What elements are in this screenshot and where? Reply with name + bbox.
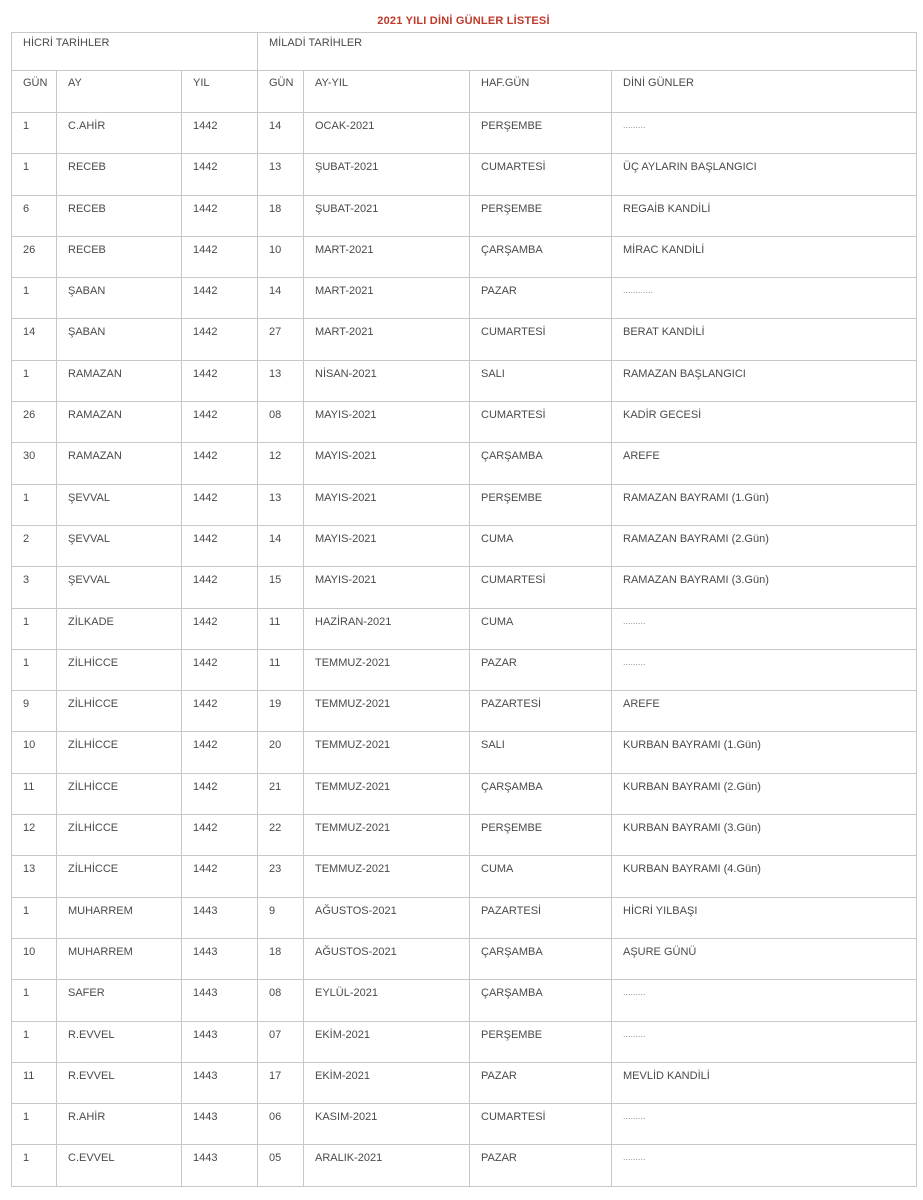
- miladi-ay-yil-cell: MART-2021: [304, 236, 470, 277]
- haf-gun-cell: ÇARŞAMBA: [470, 236, 612, 277]
- col-dini-gunler: DİNİ GÜNLER: [612, 71, 917, 113]
- hicri-gun-cell: 26: [12, 402, 57, 443]
- miladi-gun-cell: 14: [258, 525, 304, 566]
- col-miladi-ay-yil: AY-YIL: [304, 71, 470, 113]
- miladi-ay-yil-cell: HAZİRAN-2021: [304, 608, 470, 649]
- hicri-ay-cell: ŞEVVAL: [57, 484, 182, 525]
- hicri-ay-cell: C.EVVEL: [57, 1145, 182, 1186]
- hicri-gun-cell: 26: [12, 236, 57, 277]
- hicri-gun-cell: 10: [12, 938, 57, 979]
- miladi-gun-cell: 14: [258, 278, 304, 319]
- haf-gun-cell: ÇARŞAMBA: [470, 938, 612, 979]
- hicri-yil-cell: 1443: [182, 980, 258, 1021]
- miladi-ay-yil-cell: ŞUBAT-2021: [304, 154, 470, 195]
- dini-gun-cell: .........: [612, 980, 917, 1021]
- hicri-gun-cell: 9: [12, 691, 57, 732]
- col-hicri-ay: AY: [57, 71, 182, 113]
- miladi-ay-yil-cell: AĞUSTOS-2021: [304, 938, 470, 979]
- hicri-yil-cell: 1443: [182, 1104, 258, 1145]
- haf-gun-cell: PERŞEMBE: [470, 1021, 612, 1062]
- table-row: [12, 1104, 917, 1145]
- table-row: [12, 484, 917, 525]
- miladi-gun-cell: 13: [258, 484, 304, 525]
- miladi-ay-yil-cell: TEMMUZ-2021: [304, 649, 470, 690]
- hicri-yil-cell: 1442: [182, 773, 258, 814]
- hicri-gun-cell: 1: [12, 484, 57, 525]
- miladi-gun-cell: 18: [258, 938, 304, 979]
- hicri-yil-cell: 1443: [182, 938, 258, 979]
- miladi-gun-cell: 14: [258, 113, 304, 154]
- miladi-ay-yil-cell: MAYIS-2021: [304, 484, 470, 525]
- table-row: [12, 113, 917, 154]
- hicri-ay-cell: ZİLHİCCE: [57, 773, 182, 814]
- hicri-yil-cell: 1443: [182, 1145, 258, 1186]
- miladi-gun-cell: 9: [258, 897, 304, 938]
- hicri-gun-cell: 3: [12, 567, 57, 608]
- table-row: [12, 608, 917, 649]
- hicri-yil-cell: 1442: [182, 443, 258, 484]
- haf-gun-cell: CUMARTESİ: [470, 319, 612, 360]
- miladi-gun-cell: 19: [258, 691, 304, 732]
- table-row: [12, 443, 917, 484]
- hicri-gun-cell: 1: [12, 1104, 57, 1145]
- haf-gun-cell: PERŞEMBE: [470, 113, 612, 154]
- miladi-gun-cell: 06: [258, 1104, 304, 1145]
- hicri-ay-cell: ŞEVVAL: [57, 525, 182, 566]
- hicri-ay-cell: RAMAZAN: [57, 443, 182, 484]
- dini-gun-cell: ............: [612, 278, 917, 319]
- dini-gun-cell: AREFE: [612, 691, 917, 732]
- hicri-yil-cell: 1442: [182, 608, 258, 649]
- hicri-yil-cell: 1442: [182, 815, 258, 856]
- hicri-gun-cell: 1: [12, 360, 57, 401]
- table-row: [12, 980, 917, 1021]
- miladi-ay-yil-cell: OCAK-2021: [304, 113, 470, 154]
- miladi-ay-yil-cell: ARALIK-2021: [304, 1145, 470, 1186]
- hicri-yil-cell: 1442: [182, 649, 258, 690]
- hicri-ay-cell: C.AHİR: [57, 113, 182, 154]
- miladi-gun-cell: 07: [258, 1021, 304, 1062]
- haf-gun-cell: SALI: [470, 732, 612, 773]
- hicri-yil-cell: 1443: [182, 897, 258, 938]
- table-row: [12, 1021, 917, 1062]
- hicri-ay-cell: ZİLHİCCE: [57, 691, 182, 732]
- hicri-group-header: HİCRİ TARİHLER: [12, 33, 258, 71]
- miladi-gun-cell: 05: [258, 1145, 304, 1186]
- dini-gun-cell: .........: [612, 1145, 917, 1186]
- haf-gun-cell: PAZARTESİ: [470, 897, 612, 938]
- haf-gun-cell: CUMA: [470, 525, 612, 566]
- miladi-ay-yil-cell: TEMMUZ-2021: [304, 773, 470, 814]
- miladi-gun-cell: 17: [258, 1062, 304, 1103]
- table-row: [12, 938, 917, 979]
- hicri-gun-cell: 1: [12, 113, 57, 154]
- hicri-yil-cell: 1442: [182, 525, 258, 566]
- miladi-ay-yil-cell: TEMMUZ-2021: [304, 691, 470, 732]
- dini-gun-cell: RAMAZAN BAYRAMI (1.Gün): [612, 484, 917, 525]
- dini-gun-cell: AREFE: [612, 443, 917, 484]
- dini-gun-cell: MEVLİD KANDİLİ: [612, 1062, 917, 1103]
- dini-gun-cell: KURBAN BAYRAMI (1.Gün): [612, 732, 917, 773]
- haf-gun-cell: CUMARTESİ: [470, 1104, 612, 1145]
- hicri-yil-cell: 1442: [182, 195, 258, 236]
- haf-gun-cell: CUMARTESİ: [470, 567, 612, 608]
- table-row: [12, 195, 917, 236]
- hicri-yil-cell: 1442: [182, 278, 258, 319]
- hicri-gun-cell: 1: [12, 1145, 57, 1186]
- haf-gun-cell: ÇARŞAMBA: [470, 980, 612, 1021]
- hicri-ay-cell: RECEB: [57, 236, 182, 277]
- dini-gun-cell: REGAİB KANDİLİ: [612, 195, 917, 236]
- table-row: [12, 319, 917, 360]
- haf-gun-cell: PAZAR: [470, 1062, 612, 1103]
- hicri-ay-cell: ZİLHİCCE: [57, 649, 182, 690]
- dini-gun-cell: RAMAZAN BAYRAMI (3.Gün): [612, 567, 917, 608]
- table-row: [12, 897, 917, 938]
- haf-gun-cell: PAZAR: [470, 278, 612, 319]
- dini-gun-cell: .........: [612, 113, 917, 154]
- haf-gun-cell: ÇARŞAMBA: [470, 443, 612, 484]
- haf-gun-cell: PERŞEMBE: [470, 815, 612, 856]
- table-row: [12, 154, 917, 195]
- col-hicri-yil: YIL: [182, 71, 258, 113]
- hicri-ay-cell: MUHARREM: [57, 938, 182, 979]
- hicri-yil-cell: 1442: [182, 567, 258, 608]
- religious-days-table: [11, 32, 917, 1187]
- miladi-ay-yil-cell: EKİM-2021: [304, 1021, 470, 1062]
- table-row: [12, 856, 917, 897]
- document-title: 2021 YILI DİNİ GÜNLER LİSTESİ: [377, 15, 550, 27]
- hicri-ay-cell: RECEB: [57, 195, 182, 236]
- hicri-ay-cell: R.AHİR: [57, 1104, 182, 1145]
- hicri-gun-cell: 1: [12, 1021, 57, 1062]
- miladi-gun-cell: 27: [258, 319, 304, 360]
- hicri-yil-cell: 1442: [182, 319, 258, 360]
- hicri-ay-cell: ZİLHİCCE: [57, 732, 182, 773]
- hicri-ay-cell: R.EVVEL: [57, 1021, 182, 1062]
- hicri-yil-cell: 1442: [182, 691, 258, 732]
- hicri-yil-cell: 1443: [182, 1062, 258, 1103]
- miladi-ay-yil-cell: MAYIS-2021: [304, 402, 470, 443]
- hicri-yil-cell: 1443: [182, 1021, 258, 1062]
- hicri-gun-cell: 6: [12, 195, 57, 236]
- hicri-gun-cell: 2: [12, 525, 57, 566]
- haf-gun-cell: PERŞEMBE: [470, 484, 612, 525]
- hicri-yil-cell: 1442: [182, 360, 258, 401]
- miladi-ay-yil-cell: TEMMUZ-2021: [304, 815, 470, 856]
- table-row: [12, 525, 917, 566]
- dini-gun-cell: .........: [612, 1021, 917, 1062]
- hicri-ay-cell: ŞABAN: [57, 278, 182, 319]
- hicri-ay-cell: RAMAZAN: [57, 402, 182, 443]
- col-haf-gun: HAF.GÜN: [470, 71, 612, 113]
- dini-gun-cell: BERAT KANDİLİ: [612, 319, 917, 360]
- table-row: [12, 360, 917, 401]
- hicri-yil-cell: 1442: [182, 856, 258, 897]
- hicri-gun-cell: 11: [12, 773, 57, 814]
- table-row: [12, 649, 917, 690]
- hicri-gun-cell: 12: [12, 815, 57, 856]
- dini-gun-cell: RAMAZAN BAŞLANGICI: [612, 360, 917, 401]
- haf-gun-cell: CUMA: [470, 608, 612, 649]
- hicri-ay-cell: MUHARREM: [57, 897, 182, 938]
- hicri-yil-cell: 1442: [182, 484, 258, 525]
- table-row: [12, 691, 917, 732]
- miladi-ay-yil-cell: NİSAN-2021: [304, 360, 470, 401]
- dini-gun-cell: .........: [612, 1104, 917, 1145]
- miladi-gun-cell: 08: [258, 402, 304, 443]
- hicri-gun-cell: 13: [12, 856, 57, 897]
- miladi-ay-yil-cell: MART-2021: [304, 278, 470, 319]
- dini-gun-cell: .........: [612, 649, 917, 690]
- table-row: [12, 278, 917, 319]
- miladi-ay-yil-cell: ŞUBAT-2021: [304, 195, 470, 236]
- dini-gun-cell: HİCRİ YILBAŞI: [612, 897, 917, 938]
- miladi-gun-cell: 12: [258, 443, 304, 484]
- dini-gun-cell: KURBAN BAYRAMI (4.Gün): [612, 856, 917, 897]
- hicri-yil-cell: 1442: [182, 402, 258, 443]
- hicri-ay-cell: RAMAZAN: [57, 360, 182, 401]
- miladi-ay-yil-cell: AĞUSTOS-2021: [304, 897, 470, 938]
- dini-gun-cell: .........: [612, 608, 917, 649]
- miladi-ay-yil-cell: MART-2021: [304, 319, 470, 360]
- haf-gun-cell: PAZARTESİ: [470, 691, 612, 732]
- table-row: [12, 773, 917, 814]
- miladi-group-header: MİLADİ TARİHLER: [258, 33, 917, 71]
- miladi-gun-cell: 11: [258, 608, 304, 649]
- hicri-yil-cell: 1442: [182, 732, 258, 773]
- hicri-ay-cell: ŞABAN: [57, 319, 182, 360]
- miladi-ay-yil-cell: EKİM-2021: [304, 1062, 470, 1103]
- hicri-gun-cell: 10: [12, 732, 57, 773]
- dini-gun-cell: RAMAZAN BAYRAMI (2.Gün): [612, 525, 917, 566]
- haf-gun-cell: SALI: [470, 360, 612, 401]
- haf-gun-cell: CUMARTESİ: [470, 402, 612, 443]
- col-hicri-gun: GÜN: [12, 71, 57, 113]
- miladi-gun-cell: 10: [258, 236, 304, 277]
- col-miladi-gun: GÜN: [258, 71, 304, 113]
- miladi-gun-cell: 08: [258, 980, 304, 1021]
- hicri-gun-cell: 1: [12, 278, 57, 319]
- hicri-ay-cell: ZİLKADE: [57, 608, 182, 649]
- miladi-gun-cell: 15: [258, 567, 304, 608]
- miladi-ay-yil-cell: MAYIS-2021: [304, 525, 470, 566]
- dini-gun-cell: KURBAN BAYRAMI (2.Gün): [612, 773, 917, 814]
- hicri-yil-cell: 1442: [182, 113, 258, 154]
- hicri-ay-cell: ZİLHİCCE: [57, 815, 182, 856]
- miladi-ay-yil-cell: MAYIS-2021: [304, 443, 470, 484]
- column-header-row: [12, 71, 917, 113]
- table-row: [12, 815, 917, 856]
- haf-gun-cell: ÇARŞAMBA: [470, 773, 612, 814]
- miladi-gun-cell: 21: [258, 773, 304, 814]
- miladi-ay-yil-cell: TEMMUZ-2021: [304, 856, 470, 897]
- hicri-gun-cell: 1: [12, 980, 57, 1021]
- hicri-ay-cell: ŞEVVAL: [57, 567, 182, 608]
- table-row: [12, 1145, 917, 1186]
- hicri-ay-cell: SAFER: [57, 980, 182, 1021]
- hicri-ay-cell: R.EVVEL: [57, 1062, 182, 1103]
- hicri-gun-cell: 1: [12, 649, 57, 690]
- hicri-gun-cell: 11: [12, 1062, 57, 1103]
- miladi-gun-cell: 18: [258, 195, 304, 236]
- hicri-ay-cell: ZİLHİCCE: [57, 856, 182, 897]
- dini-gun-cell: MİRAC KANDİLİ: [612, 236, 917, 277]
- miladi-gun-cell: 20: [258, 732, 304, 773]
- group-header-row: [12, 33, 917, 71]
- dini-gun-cell: KURBAN BAYRAMI (3.Gün): [612, 815, 917, 856]
- miladi-gun-cell: 23: [258, 856, 304, 897]
- dini-gun-cell: AŞURE GÜNÜ: [612, 938, 917, 979]
- miladi-gun-cell: 11: [258, 649, 304, 690]
- hicri-gun-cell: 14: [12, 319, 57, 360]
- dini-gun-cell: KADİR GECESİ: [612, 402, 917, 443]
- table-row: [12, 236, 917, 277]
- hicri-gun-cell: 1: [12, 897, 57, 938]
- haf-gun-cell: CUMA: [470, 856, 612, 897]
- table-row: [12, 1062, 917, 1103]
- hicri-yil-cell: 1442: [182, 236, 258, 277]
- table-row: [12, 567, 917, 608]
- miladi-ay-yil-cell: TEMMUZ-2021: [304, 732, 470, 773]
- miladi-ay-yil-cell: EYLÜL-2021: [304, 980, 470, 1021]
- miladi-ay-yil-cell: KASIM-2021: [304, 1104, 470, 1145]
- haf-gun-cell: PAZAR: [470, 1145, 612, 1186]
- table-row: [12, 402, 917, 443]
- haf-gun-cell: PERŞEMBE: [470, 195, 612, 236]
- miladi-gun-cell: 22: [258, 815, 304, 856]
- table-row: [12, 732, 917, 773]
- haf-gun-cell: CUMARTESİ: [470, 154, 612, 195]
- hicri-yil-cell: 1442: [182, 154, 258, 195]
- miladi-gun-cell: 13: [258, 154, 304, 195]
- hicri-ay-cell: RECEB: [57, 154, 182, 195]
- hicri-gun-cell: 30: [12, 443, 57, 484]
- hicri-gun-cell: 1: [12, 608, 57, 649]
- miladi-gun-cell: 13: [258, 360, 304, 401]
- hicri-gun-cell: 1: [12, 154, 57, 195]
- haf-gun-cell: PAZAR: [470, 649, 612, 690]
- table-body: [12, 113, 917, 1187]
- dini-gun-cell: ÜÇ AYLARIN BAŞLANGICI: [612, 154, 917, 195]
- miladi-ay-yil-cell: MAYIS-2021: [304, 567, 470, 608]
